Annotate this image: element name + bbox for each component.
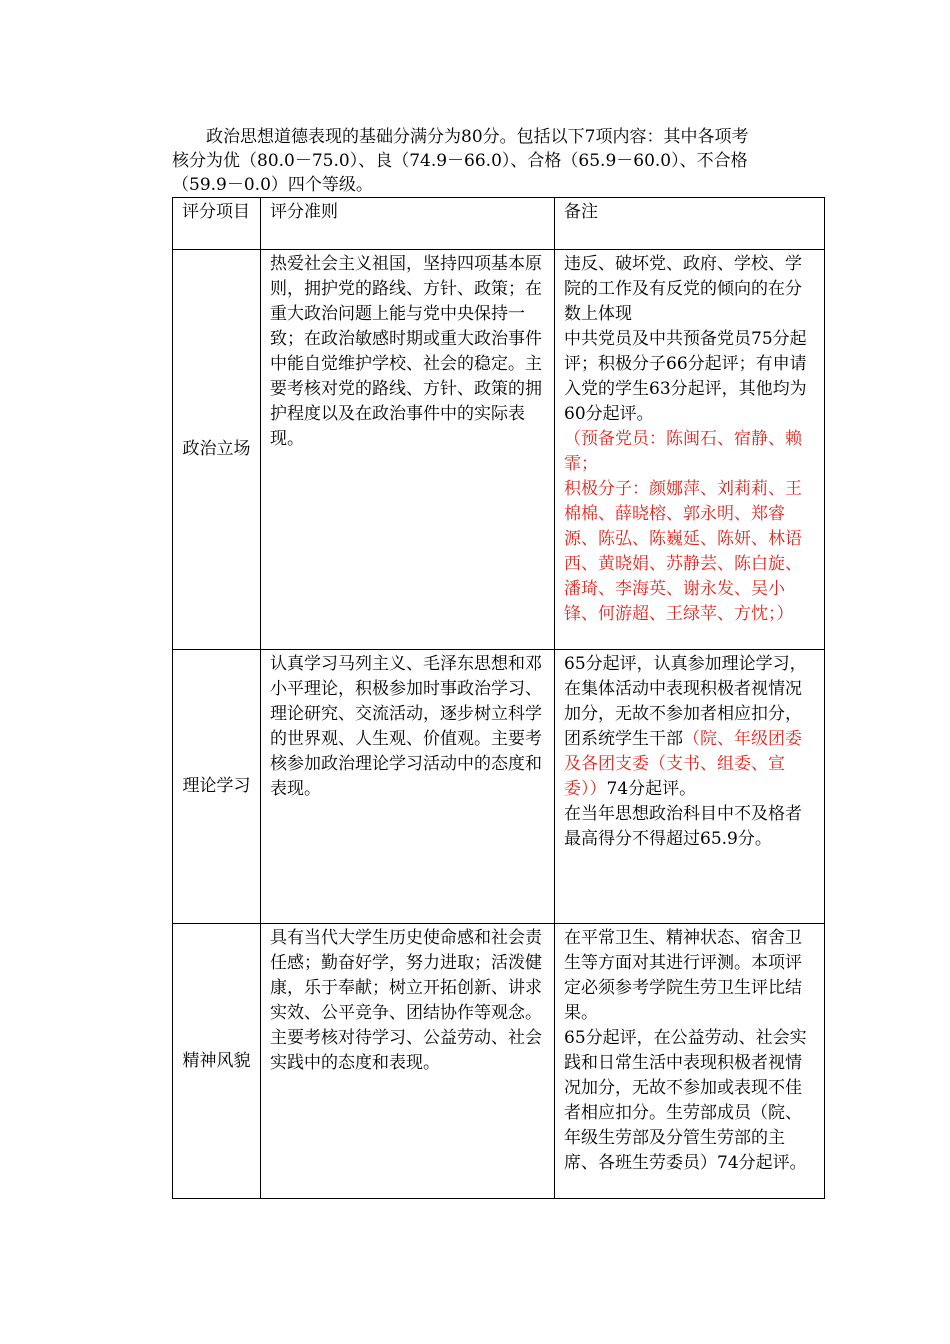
remark-highlight: （院、年级团委及各团支委（支书、组委、宣委）） xyxy=(564,729,802,799)
intro-line-1: 政治思想道德表现的基础分满分为80分。包括以下7项内容：其中各项考 xyxy=(206,127,749,147)
table-row xyxy=(173,650,825,924)
header-item: 评分项目 xyxy=(173,198,261,250)
remark-paragraph xyxy=(564,652,815,802)
header-remark: 备注 xyxy=(555,198,825,250)
remark-cell xyxy=(555,650,825,924)
table-header-row xyxy=(173,198,825,250)
remark-cell xyxy=(555,924,825,1199)
criteria-cell: 热爱社会主义祖国，坚持四项基本原则，拥护党的路线、方针、政策；在重大政治问题上能与党中央保持一致；在政治敏感时期或重大政治事件中能自觉维护学校、社会的稳定。主要考核对党的路线、方针、政策的拥护程度以及在政治事件中的实际表现。 xyxy=(261,250,555,650)
item-cell: 理论学习 xyxy=(173,650,261,924)
remark-text: 在当年思想政治科目中不及格者最高得分不得超过65.9分。 xyxy=(564,804,802,849)
table-row xyxy=(173,924,825,1199)
remark-cell xyxy=(555,250,825,650)
criteria-cell: 具有当代大学生历史使命感和社会责任感；勤奋好学，努力进取；活泼健康，乐于奉献；树立开拓创新、讲求实效、公平竞争、团结协作等观念。主要考核对待学习、公益劳动、社会实践中的态度和表现。 xyxy=(261,924,555,1199)
remark-text: 65分起评，在公益劳动、社会实践和日常生活中表现积极者视情况加分，无故不参加或表现不佳者相应扣分。生劳部成员（院、年级生劳部及分管生劳部的主席、各班生劳委员）74分起评。 xyxy=(564,1028,807,1173)
header-criteria: 评分准则 xyxy=(261,198,555,250)
intro-paragraph xyxy=(172,125,812,197)
item-cell: 精神风貌 xyxy=(173,924,261,1199)
remark-highlight: （预备党员：陈闽石、宿静、赖霏； xyxy=(564,429,802,474)
remark-text: 74分起评。 xyxy=(606,779,697,799)
remark-text: 65分起评，认真参加理论学习，在集体活动中表现积极者视情况加分，无故不参加者相应扣分，团系统学生干部 xyxy=(564,654,807,749)
item-cell: 政治立场 xyxy=(173,250,261,650)
table-row xyxy=(173,250,825,650)
remark-text: 中共党员及中共预备党员75分起评；积极分子66分起评；有申请入党的学生63分起评，其他均为60分起评。 xyxy=(564,329,807,424)
remark-highlight: 积极分子：颜娜萍、刘莉莉、王棉棉、薛晓榕、郭永明、郑睿源、陈弘、陈巍延、陈妍、林语西、黄晓娟、苏静芸、陈白旋、潘琦、李海英、谢永发、吴小锋、何游超、王绿苹、方忱；） xyxy=(564,479,802,624)
intro-line-2: 核分为优（80.0－75.0）、良（74.9－66.0）、合格（65.9－60.0）、不合格 xyxy=(172,151,748,171)
intro-line-3: （59.9－0.0）四个等级。 xyxy=(172,175,373,195)
remark-text: 在平常卫生、精神状态、宿舍卫生等方面对其进行评测。本项评定必须参考学院生劳卫生评比结果。 xyxy=(564,928,802,1023)
remark-text: 违反、破坏党、政府、学校、学院的工作及有反党的倾向的在分数上体现 xyxy=(564,254,802,324)
criteria-cell: 认真学习马列主义、毛泽东思想和邓小平理论，积极参加时事政治学习、理论研究、交流活动，逐步树立科学的世界观、人生观、价值观。主要考核参加政治理论学习活动中的态度和表现。 xyxy=(261,650,555,924)
scoring-table xyxy=(172,197,825,1199)
